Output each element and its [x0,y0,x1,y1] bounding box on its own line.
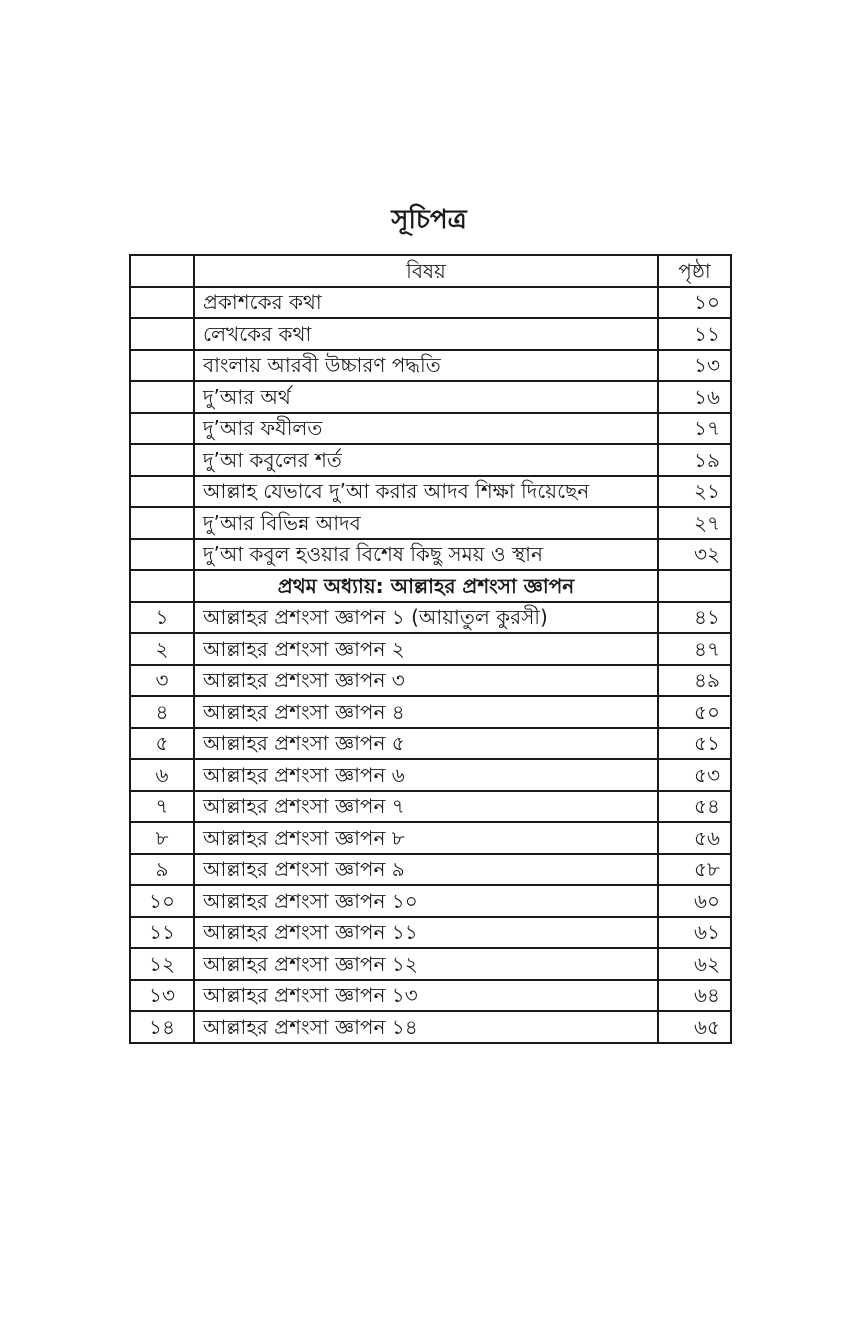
chapter-heading: প্রথম অধ্যায়: আল্লাহর প্রশংসা জ্ঞাপন [194,570,658,602]
toc-num-cell: ১ [130,602,194,634]
header-num-cell [130,255,194,287]
toc-page-cell: ৬২ [658,948,731,980]
toc-num-cell [130,476,194,508]
toc-row [130,665,731,697]
toc-page-cell: ৫৬ [658,822,731,854]
toc-row [130,791,731,823]
toc-page-cell: ৬১ [658,917,731,949]
toc-topic-cell: বাংলায় আরবী উচ্চারণ পদ্ধতি [194,350,658,382]
toc-row [130,507,731,539]
toc-page-cell: ২১ [658,476,731,508]
toc-topic-cell: আল্লাহর প্রশংসা জ্ঞাপন ৫ [194,728,658,760]
toc-topic-cell: আল্লাহ যেভাবে দু’আ করার আদব শিক্ষা দিয়েছেন [194,476,658,508]
toc-num-cell [130,381,194,413]
toc-page-cell: ৬৪ [658,980,731,1012]
toc-topic-cell: আল্লাহর প্রশংসা জ্ঞাপন ১০ [194,885,658,917]
toc-num-cell: ২ [130,633,194,665]
toc-topic-cell: দু’আর ফযীলত [194,413,658,445]
toc-num-cell: ৬ [130,759,194,791]
toc-topic-cell: আল্লাহর প্রশংসা জ্ঞাপন ১১ [194,917,658,949]
toc-row [130,633,731,665]
toc-row [130,381,731,413]
toc-row [130,476,731,508]
toc-row [130,885,731,917]
toc-topic-cell: দু’আর বিভিন্ন আদব [194,507,658,539]
toc-topic-cell: আল্লাহর প্রশংসা জ্ঞাপন ৯ [194,854,658,886]
table-of-contents [129,254,732,1044]
toc-page-cell: ৫৮ [658,854,731,886]
toc-topic-cell: আল্লাহর প্রশংসা জ্ঞাপন ১৩ [194,980,658,1012]
toc-page-cell: ২৭ [658,507,731,539]
toc-num-cell [130,318,194,350]
toc-row [130,444,731,476]
toc-topic-cell: লেখকের কথা [194,318,658,350]
toc-topic-cell: দু’আ কবুল হওয়ার বিশেষ কিছু সময় ও স্থান [194,539,658,571]
toc-num-cell: ৭ [130,791,194,823]
toc-page-cell: ১৭ [658,413,731,445]
toc-num-cell: ৮ [130,822,194,854]
toc-page-cell: ৪৭ [658,633,731,665]
toc-num-cell [130,539,194,571]
toc-page-cell: ১০ [658,287,731,319]
toc-page-cell: ৫০ [658,696,731,728]
toc-row [130,822,731,854]
toc-page-cell: ৬৫ [658,1011,731,1043]
toc-topic-cell: দু’আর অর্থ [194,381,658,413]
toc-num-cell [130,413,194,445]
toc-topic-cell: আল্লাহর প্রশংসা জ্ঞাপন ১৪ [194,1011,658,1043]
toc-topic-cell: আল্লাহর প্রশংসা জ্ঞাপন ১ (আয়াতুল কুরসী) [194,602,658,634]
toc-topic-cell: প্রকাশকের কথা [194,287,658,319]
toc-num-cell: ১৪ [130,1011,194,1043]
toc-page-cell: ৬০ [658,885,731,917]
toc-num-cell: ৯ [130,854,194,886]
toc-num-cell: ১১ [130,917,194,949]
toc-row [130,318,731,350]
toc-num-cell [130,444,194,476]
toc-topic-cell: দু’আ কবুলের শর্ত [194,444,658,476]
toc-page-cell: ১৩ [658,350,731,382]
toc-num-cell: ১০ [130,885,194,917]
toc-row [130,696,731,728]
toc-topic-cell: আল্লাহর প্রশংসা জ্ঞাপন ৩ [194,665,658,697]
toc-page-cell: ৫১ [658,728,731,760]
toc-page-cell: ১৬ [658,381,731,413]
toc-page-cell: ৩২ [658,539,731,571]
toc-row [130,350,731,382]
chapter-page-cell [658,570,731,602]
toc-row [130,854,731,886]
toc-topic-cell: আল্লাহর প্রশংসা জ্ঞাপন ৮ [194,822,658,854]
toc-topic-cell: আল্লাহর প্রশংসা জ্ঞাপন ৪ [194,696,658,728]
toc-row [130,539,731,571]
toc-row [130,917,731,949]
toc-row [130,728,731,760]
toc-page-cell: ৫৪ [658,791,731,823]
toc-topic-cell: আল্লাহর প্রশংসা জ্ঞাপন ৭ [194,791,658,823]
header-page-cell: পৃষ্ঠা [658,255,731,287]
toc-topic-cell: আল্লাহর প্রশংসা জ্ঞাপন ২ [194,633,658,665]
toc-row [130,602,731,634]
toc-num-cell [130,507,194,539]
chapter-heading-row [130,570,731,602]
toc-topic-cell: আল্লাহর প্রশংসা জ্ঞাপন ৬ [194,759,658,791]
header-topic-cell: বিষয় [194,255,658,287]
toc-topic-cell: আল্লাহর প্রশংসা জ্ঞাপন ১২ [194,948,658,980]
toc-num-cell: ৪ [130,696,194,728]
toc-row [130,413,731,445]
toc-page-cell: ৪১ [658,602,731,634]
toc-page-cell: ১১ [658,318,731,350]
toc-num-cell [130,350,194,382]
toc-row [130,759,731,791]
toc-row [130,1011,731,1043]
toc-page-cell: ৪৯ [658,665,731,697]
toc-row [130,948,731,980]
toc-num-cell: ৩ [130,665,194,697]
chapter-num-cell [130,570,194,602]
toc-row [130,287,731,319]
toc-page-cell: ১৯ [658,444,731,476]
toc-num-cell: ৫ [130,728,194,760]
toc-num-cell [130,287,194,319]
toc-row [130,980,731,1012]
toc-num-cell: ১৩ [130,980,194,1012]
header-row [130,255,731,287]
page-title: সূচিপত্র [391,205,467,235]
toc-page-cell: ৫৩ [658,759,731,791]
toc-num-cell: ১২ [130,948,194,980]
